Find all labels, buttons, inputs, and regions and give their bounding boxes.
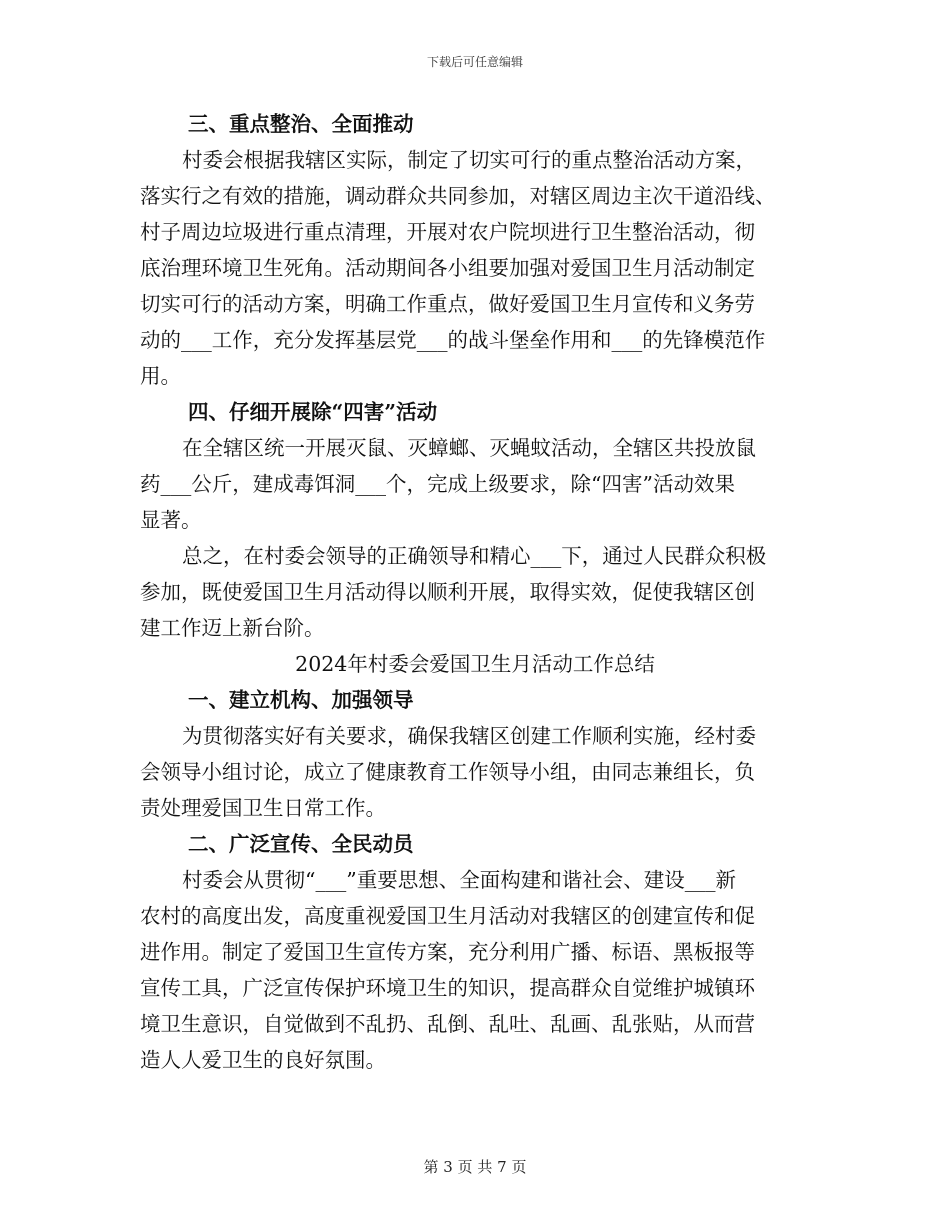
paragraph-first-line: 在全辖区统一开展灭鼠、灭蟑螂、灭蝇蚊活动，全辖区共投放鼠: [182, 436, 756, 460]
paragraph-line: 村子周边垃圾进行重点清理，开展对农户院坝进行卫生整治活动，彻: [140, 220, 755, 244]
paragraph-line: 建工作迈上新台阶。: [140, 616, 325, 640]
paragraph-line: 造人人爱卫生的良好氛围。: [140, 1048, 386, 1072]
paragraph-first-line: 村委会根据我辖区实际，制定了切实可行的重点整治活动方案，: [182, 148, 756, 172]
paragraph-line: 责处理爱国卫生日常工作。: [140, 796, 386, 820]
paragraph-line: 进作用。制定了爱国卫生宣传方案，充分利用广播、标语、黑板报等: [140, 940, 755, 964]
paragraph-first-line: 村委会从贯彻“___”重要思想、全面构建和谐社会、建设___新: [182, 868, 736, 892]
paragraph-line: 境卫生意识，自觉做到不乱扔、乱倒、乱吐、乱画、乱张贴，从而营: [140, 1012, 755, 1036]
page-header-note: 下载后可任意编辑: [426, 55, 523, 69]
paragraph-line: 药___公斤，建成毒饵洞___个，完成上级要求，除“四害”活动效果: [140, 472, 735, 496]
paragraph-line: 用。: [140, 364, 181, 388]
section-heading: 三、重点整治、全面推动: [188, 112, 414, 136]
document-title: 2024年村委会爱国卫生月活动工作总结: [295, 652, 655, 676]
paragraph-line: 农村的高度出发，高度重视爱国卫生月活动对我辖区的创建宣传和促: [140, 904, 755, 928]
paragraph-line: 显著。: [140, 508, 202, 532]
paragraph-line: 切实可行的活动方案，明确工作重点，做好爱国卫生月宣传和义务劳: [140, 292, 755, 316]
paragraph-line: 动的___工作，充分发挥基层党___的战斗堡垒作用和___的先锋模范作: [140, 328, 766, 352]
paragraph-first-line: 总之，在村委会领导的正确领导和精心___下，通过人民群众积极: [182, 544, 767, 568]
section-heading: 四、仔细开展除“四害”活动: [188, 400, 438, 424]
paragraph-first-line: 为贯彻落实好有关要求，确保我辖区创建工作顺利实施，经村委: [182, 724, 756, 748]
paragraph-line: 会领导小组讨论，成立了健康教育工作领导小组，由同志兼组长，负: [140, 760, 755, 784]
page-number-footer: 第 3 页 共 7 页: [423, 1158, 527, 1176]
document-body: [140, 106, 810, 1078]
paragraph-line: 底治理环境卫生死角。活动期间各小组要加强对爱国卫生月活动制定: [140, 256, 755, 280]
paragraph-line: 落实行之有效的措施，调动群众共同参加，对辖区周边主次干道沿线、: [140, 184, 776, 208]
section-heading: 二、广泛宣传、全民动员: [188, 832, 414, 856]
section-heading: 一、建立机构、加强领导: [188, 688, 414, 712]
paragraph-line: 宣传工具，广泛宣传保护环境卫生的知识，提高群众自觉维护城镇环: [140, 976, 755, 1000]
paragraph-line: 参加，既使爱国卫生月活动得以顺利开展，取得实效，促使我辖区创: [140, 580, 755, 604]
